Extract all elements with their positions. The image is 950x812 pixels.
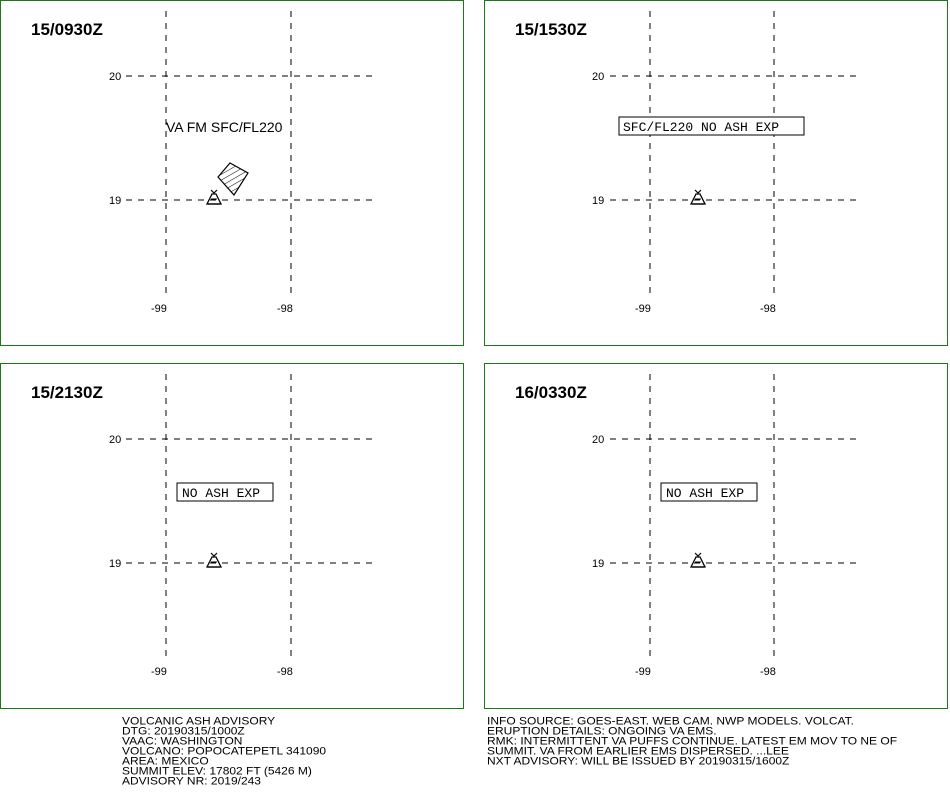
- panel-time-label: 16/0330Z: [515, 383, 587, 402]
- lon-label-99: -99: [635, 303, 651, 315]
- forecast-panel-2: [484, 0, 948, 346]
- advisory-line: ERUPTION DETAILS: ONGOING VA EMS.: [487, 724, 717, 738]
- forecast-panel-3: [0, 363, 464, 709]
- lon-label-99: -99: [151, 666, 167, 678]
- advisory-line: RMK: INTERMITTENT VA PUFFS CONTINUE. LATEST EM MOV TO NE OF: [487, 734, 898, 748]
- advisory-line: NXT ADVISORY: WILL BE ISSUED BY 20190315/1600Z: [487, 754, 790, 768]
- lat-label-19: 19: [592, 558, 605, 570]
- panel-time-label: 15/1530Z: [515, 20, 587, 39]
- lon-label-99: -99: [635, 666, 651, 678]
- lat-label-20: 20: [592, 434, 605, 446]
- advisory-line: INFO SOURCE: GOES-EAST. WEB CAM. NWP MODELS. VOLCAT.: [487, 714, 854, 728]
- advisory-line: SUMMIT. VA FROM EARLIER EMS DISPERSED. ...LEE: [487, 744, 789, 758]
- ash-level-label: NO ASH EXP: [666, 486, 745, 501]
- lat-label-20: 20: [109, 434, 122, 446]
- advisory-line: SUMMIT ELEV: 17802 FT (5426 M): [122, 764, 312, 778]
- panel-map: [1, 1, 465, 347]
- lon-label-98: -98: [760, 303, 776, 315]
- ash-level-label: NO ASH EXP: [182, 486, 261, 501]
- panel-map: [485, 364, 949, 710]
- lat-label-19: 19: [109, 558, 122, 570]
- lat-label-20: 20: [109, 71, 122, 83]
- volcano-icon: [691, 190, 705, 204]
- advisory-line: VAAC: WASHINGTON: [122, 734, 243, 748]
- panel-time-label: 15/0930Z: [31, 20, 103, 39]
- lon-label-98: -98: [277, 666, 293, 678]
- lon-label-98: -98: [277, 303, 293, 315]
- lon-label-99: -99: [151, 303, 167, 315]
- advisory-line: AREA: MEXICO: [122, 754, 209, 768]
- advisory-header-block: [122, 716, 326, 786]
- advisory-line: VOLCANIC ASH ADVISORY: [122, 714, 276, 728]
- lat-label-20: 20: [592, 71, 605, 83]
- panel-map: [1, 364, 465, 710]
- forecast-panel-1: [0, 0, 464, 346]
- panel-map: [485, 1, 949, 347]
- lat-label-19: 19: [592, 195, 605, 207]
- lat-label-19: 19: [109, 195, 122, 207]
- advisory-line: ADVISORY NR: 2019/243: [122, 774, 261, 788]
- ash-level-label: SFC/FL220 NO ASH EXP: [623, 120, 780, 135]
- ash-level-label: VA FM SFC/FL220: [166, 119, 283, 135]
- volcano-icon: [207, 553, 221, 567]
- forecast-panel-4: [484, 363, 948, 709]
- lon-label-98: -98: [760, 666, 776, 678]
- panel-time-label: 15/2130Z: [31, 383, 103, 402]
- advisory-line: DTG: 20190315/1000Z: [122, 724, 245, 738]
- ash-cloud-polygon: [218, 163, 248, 195]
- volcano-icon: [691, 553, 705, 567]
- advisory-details-block: [487, 716, 897, 766]
- volcano-icon: [207, 190, 221, 204]
- advisory-line: VOLCANO: POPOCATEPETL 341090: [122, 744, 327, 758]
